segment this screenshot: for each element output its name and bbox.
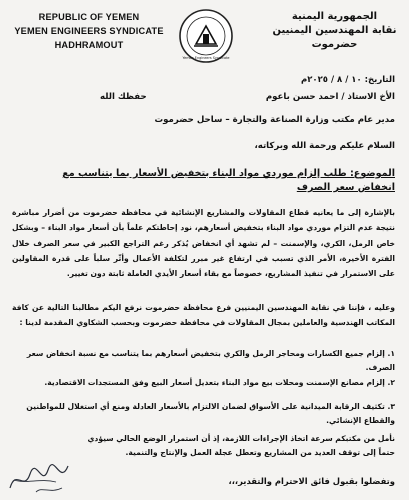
body-paragraph-1: بالإشارة إلى ما يعانيه قطاع المقاولات والمشاريع الإنشائية في محافظة حضرموت من أضرار مباشرة نتيجة عدم التزام موردي مواد البناء بتخفيض أسعارهم، نود إحاطتكم علماً بأن أسعار مواد البناء – وبشكل خاص الرمل، الكري، والإسمنت – لم تشهد أي انخفاض يُذكر رغم التراجع الكبير في سعر الصرف خلال الفترة الأخيرة، الأمر الذي تسبب في ارتفاع غير مبرر لتكلفة الأعمال وأثّر سلباً على قدرة المقاولين على الاستمرار في تنفيذ المشاريع، خصوصاً مع بقاء أسعار الأيدي العاملة ثابتة دون تغيير.	[12, 208, 395, 279]
recipient-name: الأخ الاستاذ / احمد حسن باعوم	[265, 92, 395, 102]
letter-date: التاريخ: ١٠ / ٨ / ٢٠٢٥م	[301, 75, 395, 85]
header-en-line-2: YEMEN ENGINEERS SYNDICATE	[14, 26, 164, 36]
recipient-greeting: حفظك الله	[100, 92, 147, 102]
header-ar-line-3: حضرموت	[311, 39, 358, 50]
syndicate-logo-icon	[178, 8, 234, 64]
header-english	[14, 10, 164, 52]
request-item-2: ٢. إلزام مصانع الإسمنت ومحلات بيع مواد البناء بتعديل أسعار البيع وفق المستجدات الاقتصادية.	[44, 378, 395, 387]
body-paragraph-2: وعليه ، فإننا في نقابة المهندسين اليمنيين فرع محافظة حضرموت نرفع اليكم مطالبنا التالية عن كافة المكاتب الهندسية والعاملين بمجال المقاولات في محافظة حضرموت وبحسب الشكاوي المقدمة لدينا :	[12, 303, 395, 328]
closing-paragraph: نأمل من مكتبكم سرعة اتخاذ الإجراءات اللازمة، إذ أن استمرار الوضع الحالي سيؤدي حتماً إلى توقف العديد من المشاريع وتعطل عجلة العمل والإنتاج والتنمية.	[87, 434, 395, 457]
header-ar-line-1: الجمهورية اليمنية	[291, 11, 378, 22]
header-arabic	[272, 10, 397, 52]
request-item-3: ٣. تكثيف الرقابة الميدانية على الأسواق لضمان الالتزام بالأسعار العادلة ومنع أي استغلال للمواطنين والقطاع الإنشائي.	[26, 402, 395, 425]
recipient-title: مدير عام مكتب وزارة الصناعة والتجارة – ساحل حضرموت	[154, 115, 395, 125]
salutation: السلام عليكم ورحمة الله وبركاته،	[254, 141, 395, 151]
handwritten-signature	[6, 458, 72, 498]
letter-subject: الموضوع: طلب إلزام موردي مواد البناء بتخفيض الأسعار بما يتناسب مع انخفاض سعر الصرف	[62, 168, 395, 193]
header-en-line-1: REPUBLIC OF YEMEN	[38, 12, 140, 22]
header-ar-line-2: نقابة المهندسين اليمنيين	[272, 25, 397, 36]
closing-regards: وتفضلوا بقبول فائق الاحترام والتقدير،،،	[228, 476, 395, 486]
svg-text:Yemen Engineers Syndicate: Yemen Engineers Syndicate	[182, 56, 230, 60]
request-item-1: ١. إلزام جميع الكسارات ومحاجر الرمل والكري بتخفيض أسعارهم بما يتناسب مع نسبة انخفاض سعر الصرف.	[26, 349, 395, 372]
header-en-line-3: HADHRAMOUT	[54, 40, 124, 50]
